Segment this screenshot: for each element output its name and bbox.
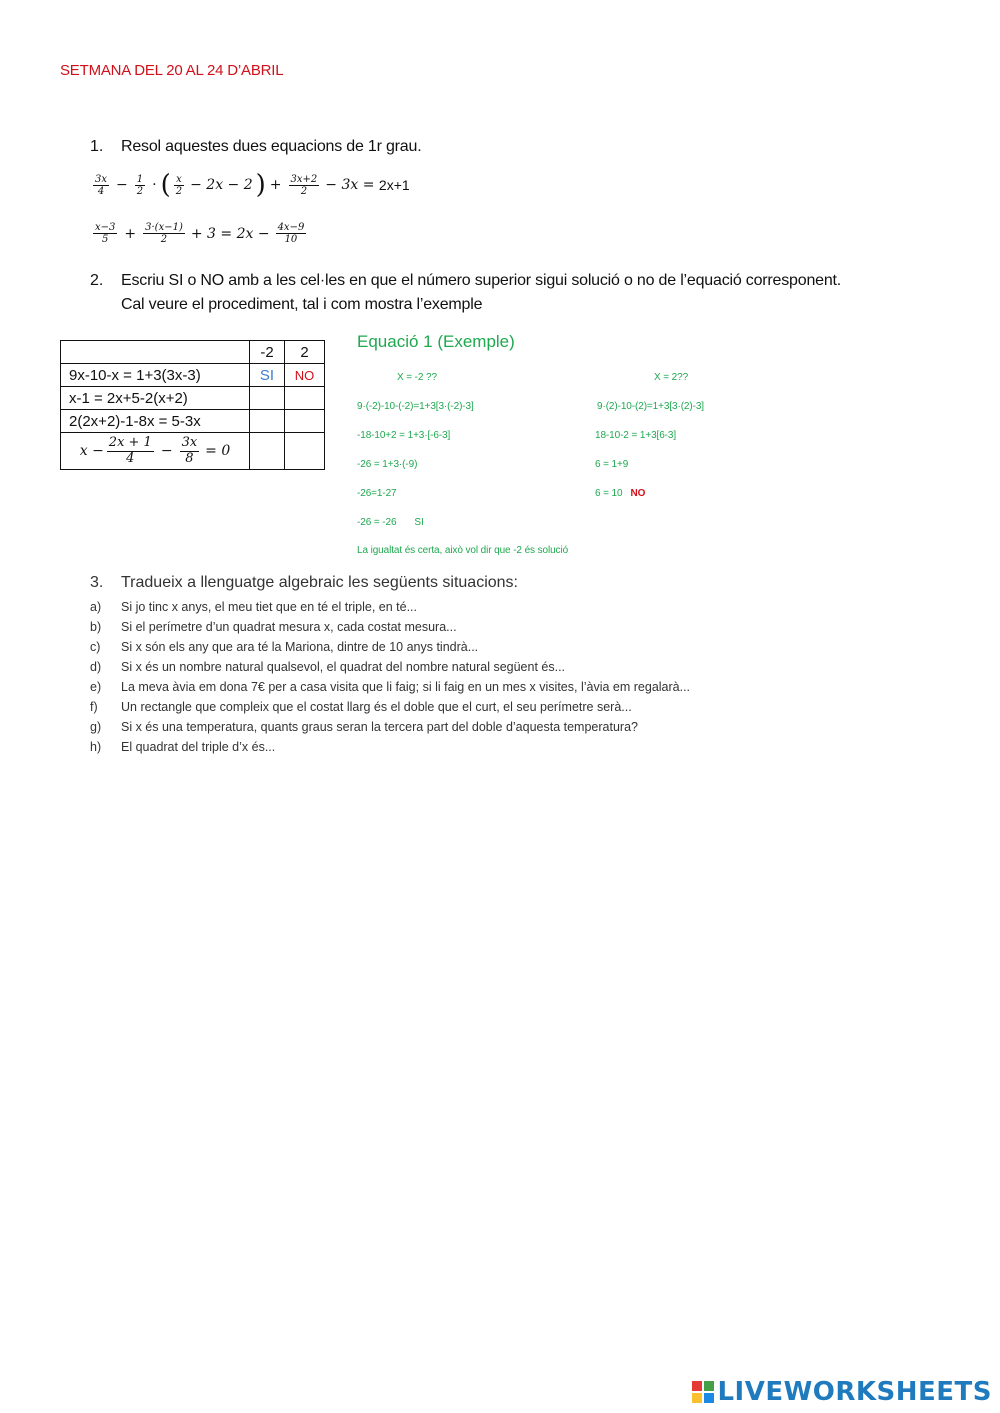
example-title: Equació 1 (Exemple): [357, 332, 515, 351]
table-row: [61, 364, 325, 387]
list-item: c) Si x són els any que ara té la Mariona, dintre de 10 anys tindrà...: [90, 640, 479, 654]
fraction: $\frac{1}{2}$: [136, 173, 144, 197]
logo-icon: [691, 1380, 715, 1404]
question-2: [90, 272, 841, 290]
answer-cell[interactable]: [250, 387, 285, 410]
question-text: Resol aquestes dues equacions de 1r grau.: [121, 138, 422, 155]
question-number: 1.: [90, 138, 104, 155]
list-item: g) Si x és una temperatura, quants graus seran la tercera part del doble d’aquesta temperatura?: [90, 720, 638, 734]
fraction: $\frac{2x + 1}{4}$: [108, 435, 152, 466]
example-step: 9·(2)-10-(2)=1+3[3·(2)-3]: [597, 401, 704, 412]
week-title: SETMANA DEL 20 AL 24 D’ABRIL: [60, 62, 284, 79]
question-1: [90, 138, 421, 156]
equation-cell: 9x-10-x = 1+3(3x-3): [61, 364, 250, 387]
fraction: $\frac{x-3}{5}$: [95, 222, 116, 245]
brand-name: LIVEWORKSHEETS: [717, 1377, 992, 1407]
answer-cell[interactable]: [285, 433, 325, 470]
table-header-cell: [61, 341, 250, 364]
table-row: [61, 410, 325, 433]
equation-2: $\frac{x-3}{5}$ + $\frac{3\cdot(x-1)}{2}$ + 3 = 2x − $\frac{4x-9}{10}$: [95, 222, 305, 245]
example-step: 18-10-2 = 1+3[6-3]: [595, 430, 677, 441]
list-item: d) Si x és un nombre natural qualsevol, el quadrat del nombre natural següent és...: [90, 660, 566, 674]
no-mark: NO: [630, 488, 646, 499]
solutions-table: [60, 340, 325, 470]
example-step-final: -26 = -26 SI: [357, 517, 424, 528]
question-number: 3.: [90, 574, 104, 591]
example-step: -18-10+2 = 1+3·[-6-3]: [357, 430, 451, 441]
situations-list: [90, 597, 690, 757]
example-step-final: 6 = 10 NO: [595, 488, 646, 499]
example-step: X = -2 ??: [397, 372, 437, 383]
equation-cell: 2(2x+2)-1-8x = 5-3x: [61, 410, 250, 433]
answer-cell[interactable]: [285, 387, 325, 410]
list-item: a) Si jo tinc x anys, el meu tiet que en té el triple, en té...: [90, 600, 417, 614]
fraction: $\frac{3\cdot(x-1)}{2}$: [145, 222, 183, 245]
liveworksheets-logo[interactable]: [691, 1377, 992, 1407]
example-step: 9·(-2)-10-(-2)=1+3[3·(-2)-3]: [357, 401, 474, 412]
example-conclusion: La igualtat és certa, això vol dir que -2 és solució: [357, 545, 569, 556]
table-header-cell: -2: [250, 341, 285, 364]
equation-cell: x − $\frac{2x + 1}{4}$ − $\frac{3x}{8}$ = 0: [61, 433, 250, 470]
list-item: e) La meva àvia em dona 7€ per a casa visita que li faig; si li faig en un mes x visites, l’àvia em regalarà...: [90, 680, 691, 694]
answer-cell[interactable]: [250, 433, 285, 470]
example-step: 6 = 1+9: [595, 459, 629, 470]
list-item: b) Si el perímetre d’un quadrat mesura x, cada costat mesura...: [90, 620, 457, 634]
equation-1: $\frac{3x}{4}$ − $\frac{1}{2}$ · ( $\frac{x}{2}$ − 2x − 2 ) + $\frac{3x+2}{2}$ − 3x = 2x+1: [95, 170, 410, 200]
question-text-continued: Cal veure el procediment, tal i com mostra l’exemple: [121, 296, 483, 313]
si-mark: SI: [414, 517, 424, 528]
question-text: Tradueix a llenguatge algebraic les següents situacions:: [121, 574, 518, 591]
fraction: $\frac{x}{2}$: [175, 173, 183, 197]
table-header-row: [61, 341, 325, 364]
fraction: $\frac{4x-9}{10}$: [277, 222, 305, 245]
equation-cell: x-1 = 2x+5-2(x+2): [61, 387, 250, 410]
example-step: -26=1-27: [357, 488, 397, 499]
example-step: X = 2??: [654, 372, 689, 383]
fraction: $\frac{3x+2}{2}$: [290, 173, 318, 197]
example-step: -26 = 1+3·(-9): [357, 459, 418, 470]
table-row: [61, 433, 325, 470]
question-number: 2.: [90, 272, 104, 289]
question-3: [90, 574, 518, 592]
question-text: Escriu SI o NO amb a les cel·les en que el número superior sigui solució o no de l’equació corresponent.: [121, 272, 842, 289]
fraction: $\frac{3x}{4}$: [95, 173, 108, 197]
table-row: [61, 387, 325, 410]
table-header-cell: 2: [285, 341, 325, 364]
answer-cell[interactable]: NO: [285, 364, 325, 387]
answer-cell[interactable]: [250, 410, 285, 433]
answer-cell[interactable]: SI: [250, 364, 285, 387]
fraction: $\frac{3x}{8}$: [181, 435, 198, 466]
list-item: h) El quadrat del triple d’x és...: [90, 740, 276, 754]
answer-cell[interactable]: [285, 410, 325, 433]
list-item: f) Un rectangle que compleix que el costat llarg és el doble que el curt, el seu perímetre serà...: [90, 700, 632, 714]
